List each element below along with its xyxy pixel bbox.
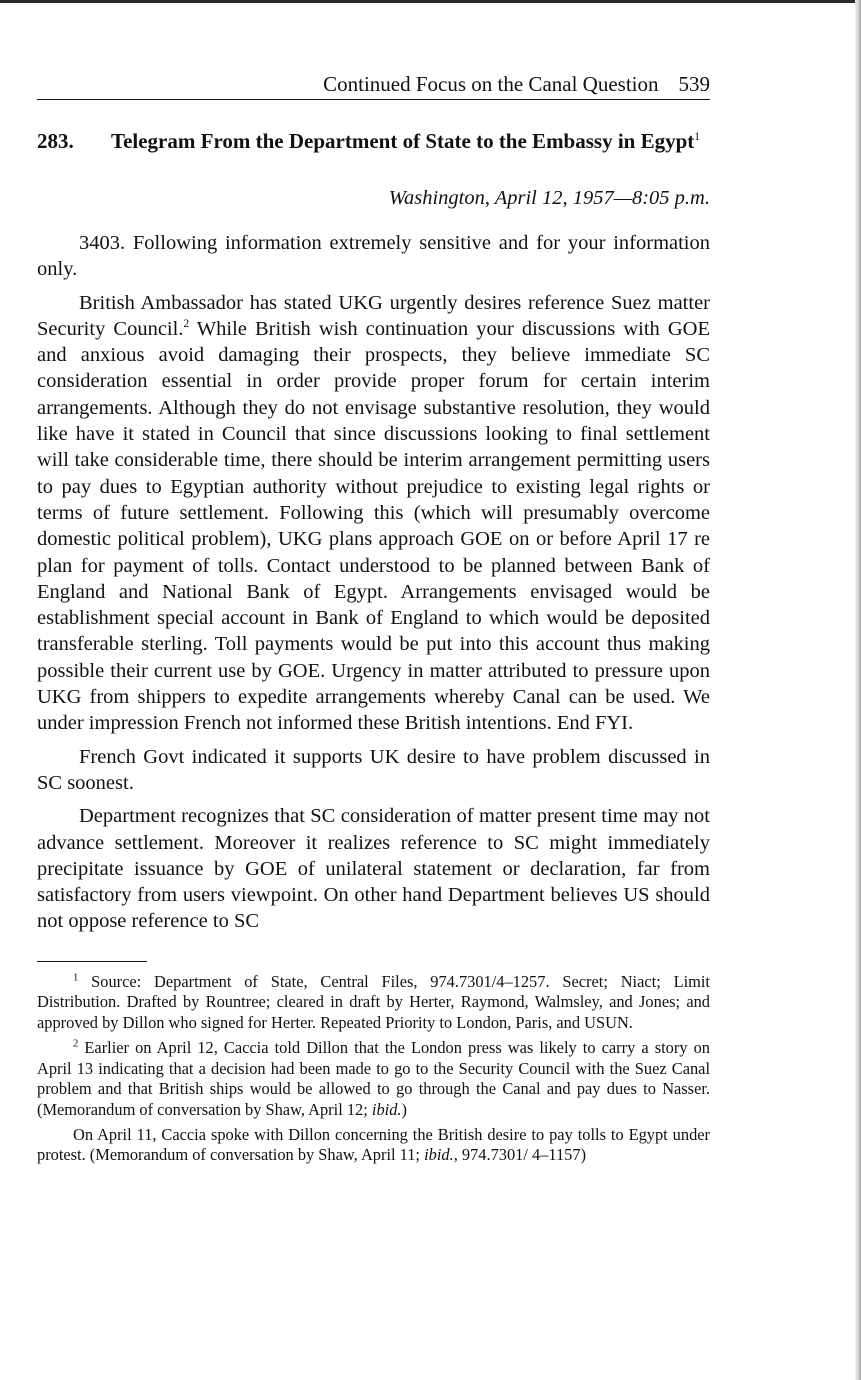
footnote-1	[37, 972, 710, 1034]
running-head-title: Continued Focus on the Canal Question	[323, 72, 659, 96]
telegram-body	[37, 230, 710, 935]
body-paragraph-1: 3403. Following information extremely sensitive and for your information only.	[37, 232, 710, 281]
footnote-2-text: Earlier on April 12, Caccia told Dillon that the London press was likely to carry a story on April 13 indicating that a decision had been made to go to the Security Council with the Suez Canal problem and that British ships would be allowed to go through the Canal and pay dues to Nasser. (Memorandum of conversation by Shaw, April 12;	[37, 1037, 710, 1119]
body-paragraph-4: Department recognizes that SC consideration of matter present time may not advance settlement. Moreover it realizes reference to SC might immediately precipitate issuance by GOE of unilateral statement or declaration, far from satisfactory from users viewpoint. On other hand Department believes US should not oppose reference to SC	[37, 805, 710, 933]
page	[37, 70, 710, 1170]
footnotes	[37, 972, 710, 1166]
dateline: Washington, April 12, 1957—8:05 p.m.	[388, 187, 710, 209]
footnote-3-text: On April 11, Caccia spoke with Dillon concerning the British desire to pay tolls to Egypt under protest. (Memorandum of conversation by Shaw, April 11;	[37, 1124, 710, 1165]
footnote-3	[37, 1125, 710, 1166]
footnote-3-ibid: ibid.	[424, 1145, 454, 1165]
footnote-2	[37, 1038, 710, 1121]
document-number: 283.	[37, 129, 74, 153]
body-paragraph-2-rest: While British wish continuation your discussions with GOE and anxious avoid damaging their prospects, they believe immediate SC consideration essential in order provide proper forum for certain interim arrangements. Although they do not envisage substantive resolution, they would like have it stated in Council that since discussions looking to final settlement will take considerable time, there should be interim arrangement permitting users to pay dues to Egyptian authority without prejudice to existing legal rights or terms of future settlement. Following this (which will presumably overcome domestic political problem), UKG plans approach GOE on or before April 17 re plan for payment of tolls. Contact understood to be planned between Bank of England and National Bank of Egypt. Arrangements envisaged would be establishment special account in Bank of England to which would be deposited transferable sterling. Toll payments would be put into this account thus making possible their current use by GOE. Urgency in matter attributed to pressure upon UKG from shippers to expedite arrangements whereby Canal can be used. We under impression French not informed these British intentions. End FYI.	[37, 317, 710, 735]
document-title	[111, 128, 700, 155]
scan-edge-right	[855, 0, 861, 1380]
running-head	[37, 70, 710, 100]
footnote-1-text: Source: Department of State, Central Files, 974.7301/4–1257. Secret; Niact; Limit Distribution. Drafted by Rountree; cleared in draft by Herter, Raymond, Walmsley, and Jones; and approved by Dillon who signed for Herter. Repeated Priority to London, Paris, and USUN.	[37, 971, 710, 1033]
footnote-3-rest: , 974.7301/ 4–1157)	[453, 1145, 587, 1165]
page-number: 539	[678, 72, 710, 96]
document-heading	[37, 128, 710, 155]
footnote-2-close: )	[401, 1099, 407, 1119]
footnote-2-ibid: ibid.	[371, 1099, 402, 1119]
title-footnote-mark[interactable]: 1	[694, 131, 701, 143]
document-title-text: Telegram From the Department of State to the Embassy in Egypt	[111, 129, 695, 153]
footnote-divider	[37, 961, 147, 962]
body-paragraph-2	[37, 290, 710, 737]
footnote-1-mark: 1	[73, 972, 79, 984]
footnote-2-mark: 2	[73, 1038, 79, 1050]
footnote-mark-2[interactable]: 2	[183, 318, 190, 331]
scan-edge-top	[0, 0, 861, 3]
body-paragraph-2-start: British Ambassador has stated UKG urgently desires reference Suez matter Security Council.	[37, 291, 710, 340]
body-paragraph-3: French Govt indicated it supports UK desire to have problem discussed in SC soonest.	[37, 745, 710, 794]
